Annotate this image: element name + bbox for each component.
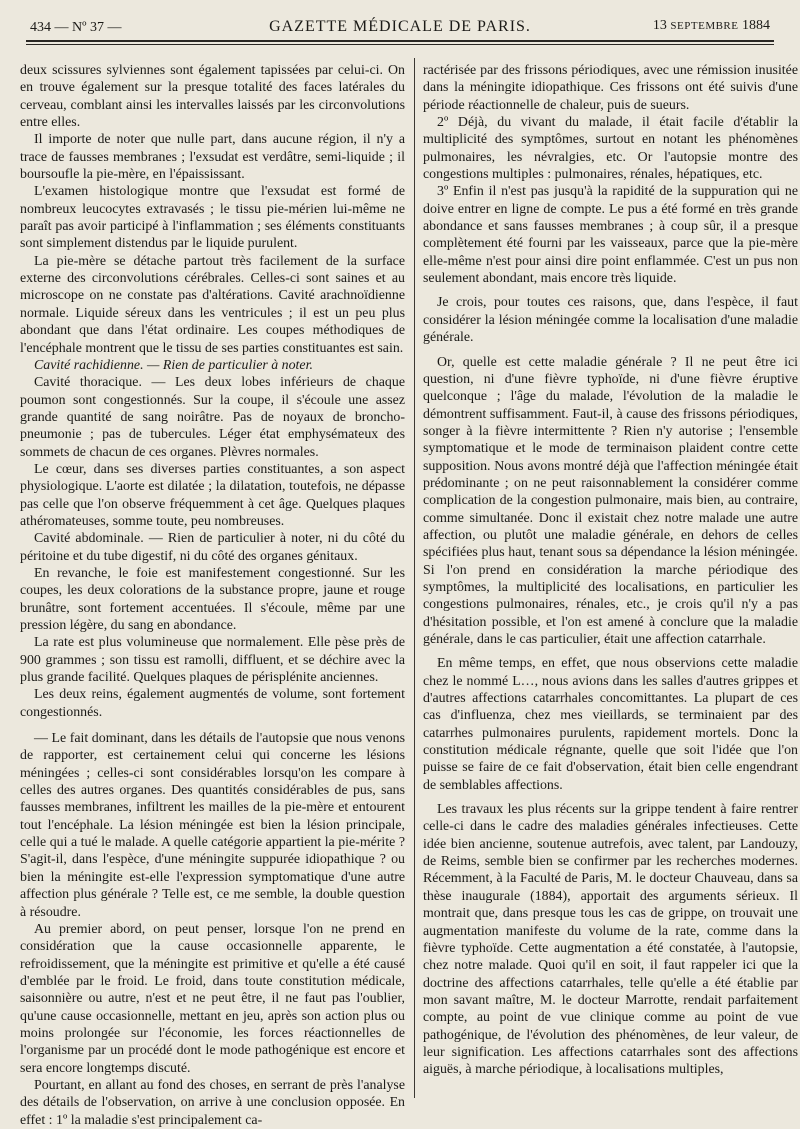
paragraph: Au premier abord, on peut penser, lorsque l'on ne prend en considération que la cause occasionnelle apparente, le refroidissement, que la méningite est primitive et qu'elle a été causé d'emblée par le froid. Le froid, dans toute constitution médicale, saisonnière ou autre, n'est et ne peut être, il ne faut pas l'oublier, qu'une cause occasionnelle, mettant en jeu, après son action plus ou moins prolongée sur l'économie, les forces réactionnelles de l'organisme par un procédé dont le mode pathogénique est encore et sera encore longtemps discuté. bbox=[20, 921, 405, 1076]
paragraph: Pourtant, en allant au fond des choses, en serrant de près l'analyse des détails de l'observation, on arrive à une conclusion opposée. En effet : 1º la maladie s'est principalement ca- bbox=[20, 1077, 405, 1128]
section-heading: Cavité rachidienne. — Rien de particulier à noter. bbox=[34, 357, 313, 373]
date-month: SEPTEMBRE bbox=[670, 20, 739, 32]
paragraph: La pie-mère se détache partout très facilement de la surface externe des circonvolutions cérébrales. Celles-ci sont saines et au microscope on ne constate pas d'altérations. Cavité arachnoïdienne normale. Liquide séreux dans les ventricules ; il est un peu plus abondant que dans l'état ordinaire. Les coupes méthodiques de l'encéphale montrent que le tissu de ses parties constituantes est sain. bbox=[20, 253, 405, 356]
paragraph: ractérisée par des frissons périodiques, avec une rémission inusitée dans la méningite idiopathique. Ces frissons ont été suivis d'une période réactionnelle de chaleur, puis de sueurs. bbox=[423, 63, 798, 113]
page-number: 434 bbox=[30, 20, 51, 35]
paragraph: Je crois, pour toutes ces raisons, que, dans l'espèce, il faut considérer la lésion méningée comme la localisation d'une maladie générale. bbox=[423, 295, 798, 346]
header-rule bbox=[26, 40, 774, 45]
paragraph: Cavité abdominale. — Rien de particulier à noter, ni du côté du péritoine et du tube digestif, ni du côté des organes génitaux. bbox=[20, 531, 405, 564]
paragraph: Les deux reins, également augmentés de volume, sont fortement congestionnés. bbox=[20, 687, 405, 720]
column-divider bbox=[414, 58, 415, 1098]
date-day: 13 bbox=[652, 18, 667, 33]
paragraph: — Le fait dominant, dans les détails de l'autopsie que nous venons de rapporter, est certainement celui qui concerne les lésions méningées ; celles-ci sont considérables lorsqu'on les compare à celles des autres organes. Des quantités considérables de pus, sans fausses membranes, infiltrent les mailles de la pie-mère et entourent tout l'encéphale. La lésion méningée est bien la lésion principale, celle qui a tué le malade. A quelle catégorie appartient la pie-mérite ? S'agit-il, dans l'espèce, d'une méningite suppurée idiopathique ? ou bien la méningite est-elle l'expression symptomatique d'une autre affection plus générale ? Telle est, ce me semble, la double question à résoudre. bbox=[20, 731, 405, 920]
paragraph: L'examen histologique montre que l'exsudat est formé de nombreux leucocytes extravasés ; le tissu pie-mérien lui-même ne paraît pas avoir participé à l'inflammation ; ses éléments constituants sont simplement distendus par le liquide purulent. bbox=[20, 184, 405, 252]
right-column bbox=[423, 62, 798, 1097]
paragraph: La rate est plus volumineuse que normalement. Elle pèse près de 900 grammes ; son tissu est ramolli, diffluent, et se déchire avec la plus grande facilité. Quelques plaques de périsplénite anciennes. bbox=[20, 635, 405, 686]
journal-title: GAZETTE MÉDICALE DE PARIS. bbox=[269, 18, 531, 35]
paragraph: Or, quelle est cette maladie générale ? Il ne peut être ici question, ni d'une fièvre typhoïde, ni d'une fièvre éruptive quelconque ; l'âge du malade, l'évolution de la maladie le démontrent suffisamment. Faut-il, à cause des frissons périodiques, songer à la fièvre intermittente ? Rien n'y autorise ; l'ensemble symptomatique et le mode de terminaison plaident contre cette supposition. Nous avons montré déjà que l'affection méningée était prédominante ; on ne peut raisonnablement la considérer comme complication de la congestion pulmonaire, mais bien, au contraire, comme simultanée. Donc il existait chez notre malade une autre affection, ou plutôt une maladie générale, en dehors de celles spécifiées plus haut, tenant sous sa dépendance la lésion méningée. Si l'on prend en considération la marche périodique des symptômes, la multiplicité des localisations, en particulier les congestions pulmonaires, rénales, etc., je crois qu'il n'y a pas d'hésitation possible, et l'on est amené à conclure que la maladie générale, dans le cas particulier, était une affection catarrhale. bbox=[423, 354, 798, 647]
issue-number: — Nº 37 — bbox=[54, 20, 122, 35]
paragraph: Cavité thoracique. — Les deux lobes inférieurs de chaque poumon sont congestionnés. Sur la coupe, il s'écoule une assez grande quantité de sang noirâtre. Pas de noyaux de broncho-pneumonie ; pas de tubercules. Léger état emphysémateux des sommets de chacun de ces organes. Plèvres normales. bbox=[20, 375, 405, 460]
left-column bbox=[20, 62, 405, 1128]
paragraph: En revanche, le foie est manifestement congestionné. Sur les coupes, les deux colorations de la substance propre, jaune et rouge brunâtre, sont fortement accentuées. Il s'écoule, même par une pression légère, du sang en abondance. bbox=[20, 565, 405, 633]
paragraph: Le cœur, dans ses diverses parties constituantes, a son aspect physiologique. L'aorte est dilatée ; la dilatation, toutefois, ne dépasse pas celle que l'on observe fréquemment à cet âge. Quelques plaques athéromateuses, somme toute, peu nombreuses. bbox=[20, 461, 405, 529]
paragraph: 2º Déjà, du vivant du malade, il était facile d'établir la multiplicité des symptômes, surtout en notant les phénomènes pulmonaires, les névralgies, etc. Or l'autopsie montre des congestions multiples : pulmonaires, rénales, hépatiques, etc. bbox=[423, 115, 798, 183]
paragraph: deux scissures sylviennes sont également tapissées par celui-ci. On en trouve également sur la presque totalité des faces latérales du cerveau, comblant ainsi les intervalles laissés par les circonvolutions entre elles. bbox=[20, 63, 405, 131]
date-year: 1884 bbox=[742, 18, 770, 33]
paragraph: Il importe de noter que nulle part, dans aucune région, il n'y a trace de fausses membranes ; l'exsudat est verdâtre, semi-liquide ; il boursoufle la pie-mère, en l'épaississant. bbox=[20, 132, 405, 183]
paragraph: 3º Enfin il n'est pas jusqu'à la rapidité de la suppuration qui ne doive entrer en ligne de compte. Le pus a été formé en très grande abondance et sans fausses membranes ; à coup sûr, il a presque complètement été fourni par les vaisseaux, parce que la pie-mère elle-même n'est pour ainsi dire point enflammée. C'est un pus non seulement abondant, mais encore très liquide. bbox=[423, 184, 798, 287]
paragraph: En même temps, en effet, que nous observions cette maladie chez le nommé L…, nous avions dans les salles d'autres grippes et d'autres affections catarrhales concomittantes. La plupart de ces cas d'influenza, chez mes vieillards, se terminaient par des catarrhes pulmonaires purulents, rapidement mortels. Donc la constitution médicale régnante, quelle que soit l'idée que l'on puisse se faire de ce fait d'observation, était bien celle engendrant de semblables affections. bbox=[423, 656, 798, 793]
page-header bbox=[30, 14, 770, 42]
issue-date bbox=[653, 18, 770, 34]
paragraph: Les travaux les plus récents sur la grippe tendent à faire rentrer celle-ci dans le cadre des maladies générales infectieuses. Cette idée bien ancienne, soutenue autrefois, avec talent, par Landouzy, de Reims, semble bien se confirmer par les recherches modernes. Récemment, à la Faculté de Paris, M. le docteur Chauveau, dans sa thèse inaugurale (1884), apportait des arguments sérieux. Il montrait que, dans presque tous les cas de grippe, on trouvait une augmentation manifeste du volume de la rate, comme dans la fièvre typhoïde. Cette augmentation a été constatée, à l'autopsie, chez notre malade. Quoi qu'il en soit, il faut rappeler ici que la doctrine des affections catarrhales, telle qu'elle a été établie par mon savant maître, M. le docteur Marrotte, rendait parfaitement compte, au point de vue clinique comme au point de vue pathogénique, de l'évolution des phénomènes, de leur valeur, de leur signification. Les affections catarrhales sont des affections aiguës, à marche périodique, à localisations multiples, bbox=[423, 802, 798, 1078]
